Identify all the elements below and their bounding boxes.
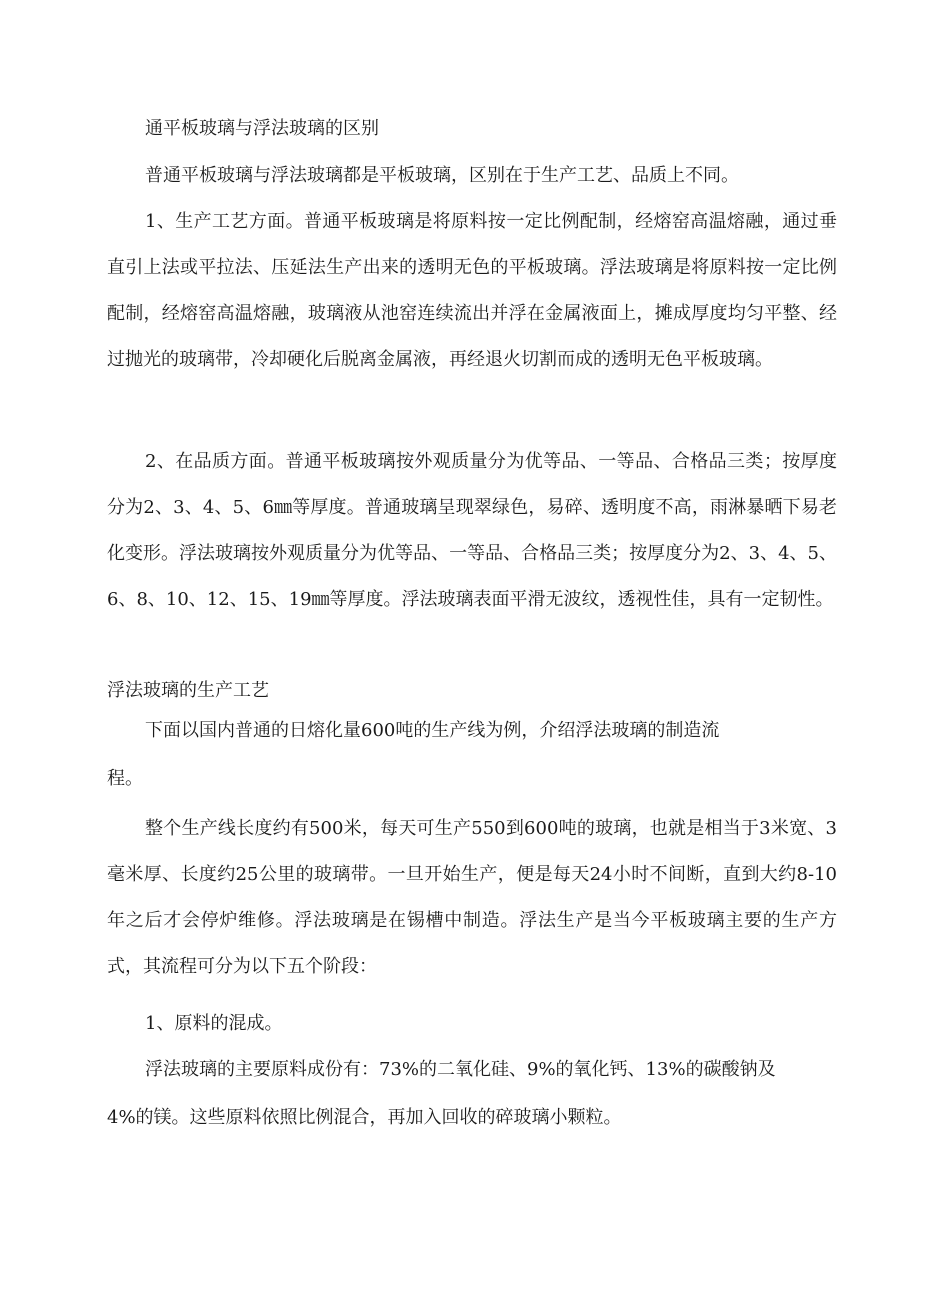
paragraph-line: 下面以国内普通的日熔化量600吨的生产线为例，介绍浮法玻璃的制造流: [145, 720, 720, 741]
intro-paragraph: 普通平板玻璃与浮法玻璃都是平板玻璃，区别在于生产工艺、品质上不同。: [145, 165, 739, 186]
paragraph-line: 程。: [107, 768, 143, 789]
section-title: 通平板玻璃与浮法玻璃的区别: [145, 118, 379, 139]
section-title: 浮法玻璃的生产工艺: [107, 680, 269, 701]
paragraph-line: 浮法玻璃的主要原料成份有：73%的二氧化硅、9%的氧化钙、13%的碳酸钠及: [145, 1059, 776, 1080]
stage-title: 1、原料的混成。: [145, 1013, 283, 1034]
paragraph-line: 4%的镁。这些原料依照比例混合，再加入回收的碎玻璃小颗粒。: [107, 1107, 622, 1128]
quality-paragraph: 2、在品质方面。普通平板玻璃按外观质量分为优等品、一等品、合格品三类；按厚度分为2、3、4、5、6㎜等厚度。普通玻璃呈现翠绿色，易碎、透明度不高，雨淋暴晒下易老化变形。浮法玻璃按外观质量分为优等品、一等品、合格品三类；按厚度分为2、3、4、5、6、8、10、12、15、19㎜等厚度。浮法玻璃表面平滑无波纹，透视性佳，具有一定韧性。: [107, 451, 837, 610]
overview-paragraph: 整个生产线长度约有500米，每天可生产550到600吨的玻璃，也就是相当于3米宽、3毫米厚、长度约25公里的玻璃带。一旦开始生产，便是每天24小时不间断，直到大约8-10年之后才会停炉维修。浮法玻璃是在锡槽中制造。浮法生产是当今平板玻璃主要的生产方式，其流程可分为以下五个阶段：: [107, 818, 837, 977]
process-paragraph: 1、生产工艺方面。普通平板玻璃是将原料按一定比例配制，经熔窑高温熔融，通过垂直引上法或平拉法、压延法生产出来的透明无色的平板玻璃。浮法玻璃是将原料按一定比例配制，经熔窑高温熔融，玻璃液从池窑连续流出并浮在金属液面上，摊成厚度均匀平整、经过抛光的玻璃带，冷却硬化后脱离金属液，再经退火切割而成的透明无色平板玻璃。: [107, 211, 837, 370]
